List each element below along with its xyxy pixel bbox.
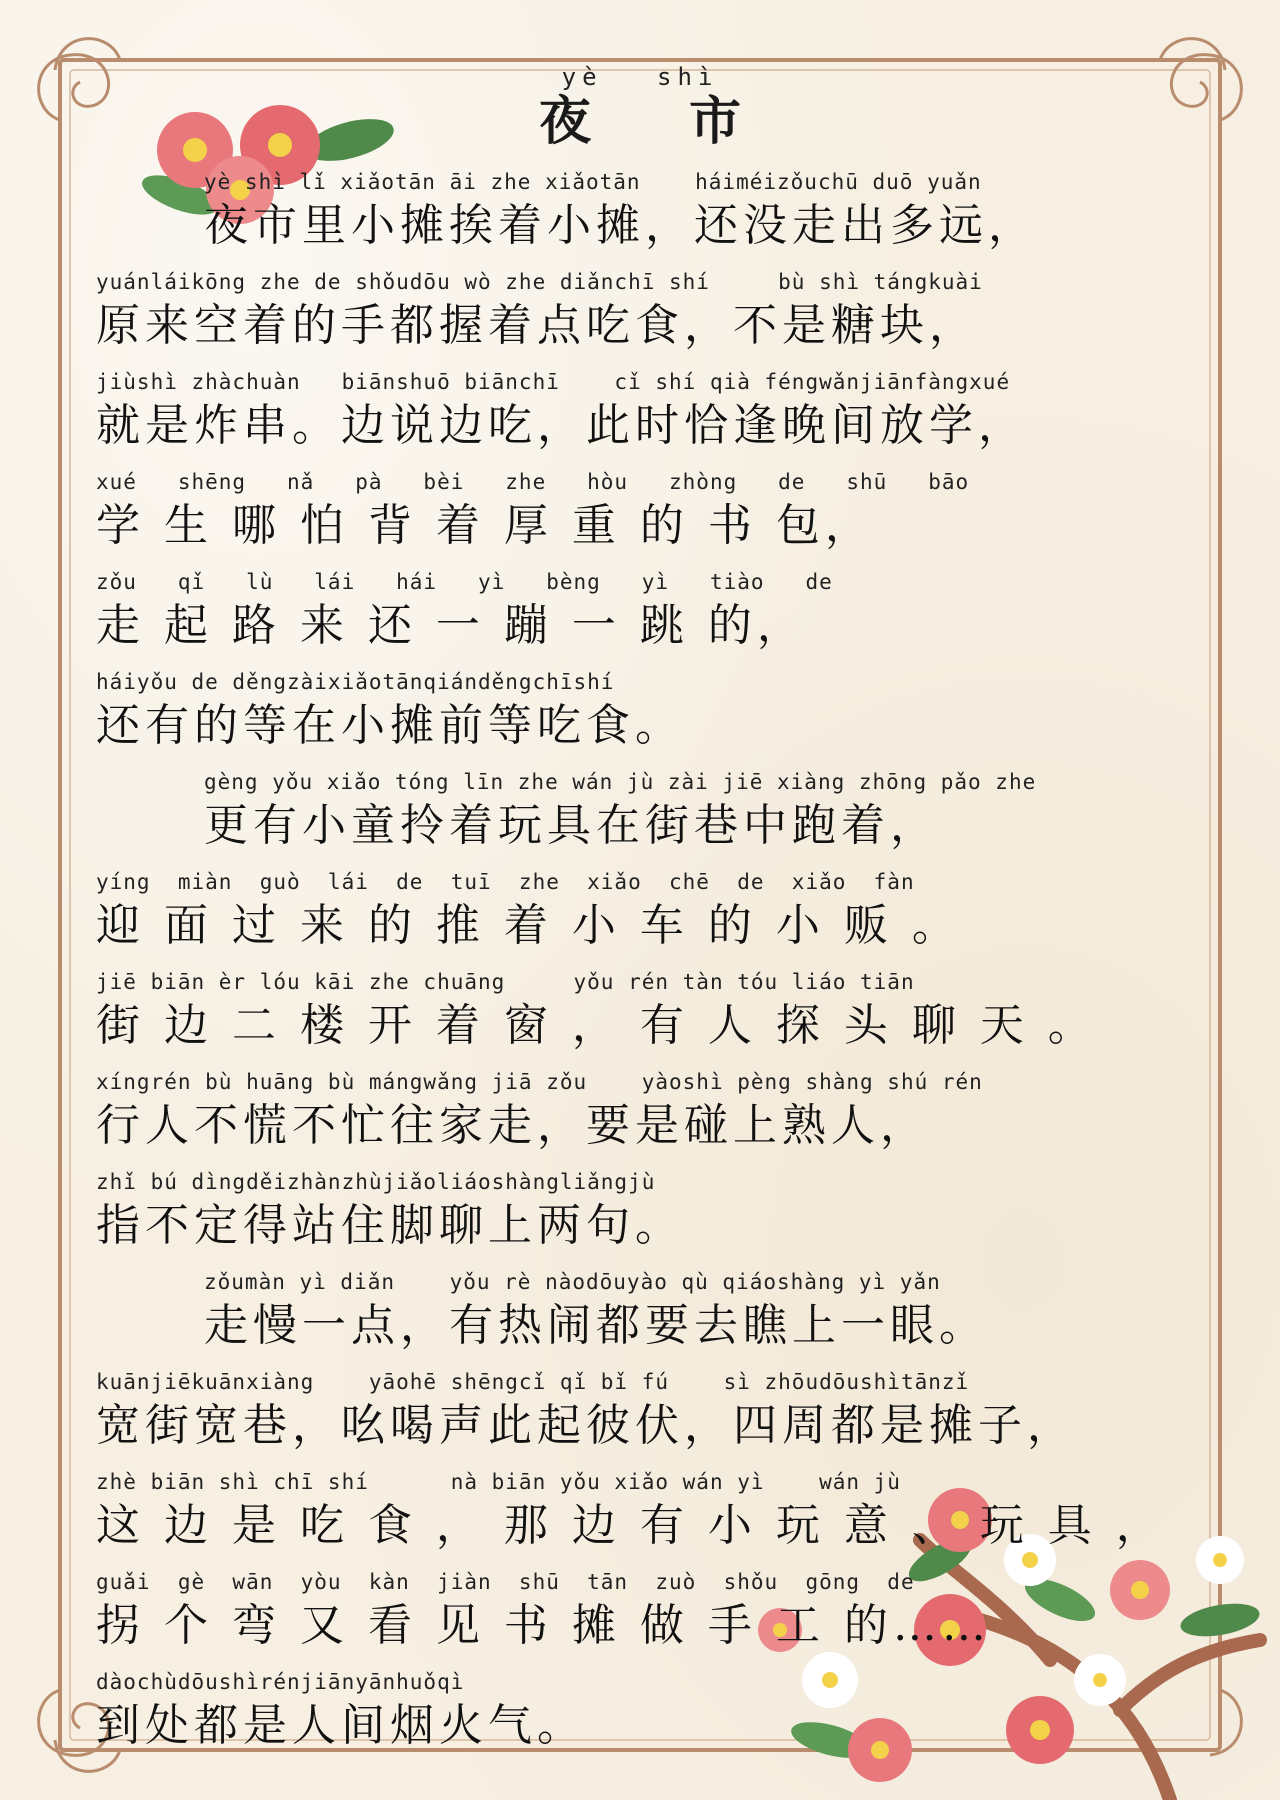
hanzi-row: 就是炸串。边说边吃，此时恰逢晚间放学， — [96, 400, 1027, 451]
pinyin-row: kuānjiēkuānxiàng yāohē shēngcǐ qǐ bǐ fú sì zhōudōushìtānzǐ — [96, 1370, 970, 1394]
pinyin-row: zhè biān shì chī shí nà biān yǒu xiǎo wán yì wán jù — [96, 1470, 901, 1494]
pinyin-row: gèng yǒu xiǎo tóng līn zhe wán jù zài jiē xiàng zhōng pǎo zhe — [204, 770, 1037, 794]
pinyin-row: zǒu qǐ lù lái hái yì bèng yì tiào de — [96, 570, 833, 594]
hanzi-row: 夜市里小摊挨着小摊，还没走出多远， — [204, 200, 1037, 251]
pinyin-row: dàochùdōushìrénjiānyānhuǒqì — [96, 1670, 465, 1694]
pinyin-row: xíngrén bù huāng bù mángwǎng jiā zǒu yàoshì pèng shàng shú rén — [96, 1070, 983, 1094]
hanzi-row: 指不定得站住脚聊上两句。 — [96, 1200, 684, 1251]
text-line — [96, 168, 1208, 268]
hanzi-row: 迎 面 过 来 的 推 着 小 车 的 小 贩 。 — [96, 900, 961, 951]
text-line — [96, 368, 1208, 468]
pinyin-row: yè shì lǐ xiǎotān āi zhe xiǎotān háiméizǒuchū duō yuǎn — [204, 170, 982, 194]
text-line — [96, 668, 1208, 768]
text-line — [96, 468, 1208, 568]
text-line — [96, 1368, 1208, 1468]
hanzi-row: 行人不慌不忙往家走，要是碰上熟人， — [96, 1100, 929, 1151]
pinyin-row: jiē biān èr lóu kāi zhe chuāng yǒu rén tàn tóu liáo tiān — [96, 970, 915, 994]
hanzi-row: 拐 个 弯 又 看 见 书 摊 做 手 工 的…… — [96, 1600, 991, 1651]
hanzi-row: 走慢一点，有热闹都要去瞧上一眼。 — [204, 1300, 988, 1351]
pinyin-row: zhǐ bú dìngděizhànzhùjiǎoliáoshàngliǎngjù — [96, 1170, 656, 1194]
pinyin-row: xué shēng nǎ pà bèi zhe hòu zhòng de shū bāo — [96, 470, 970, 494]
pinyin-row: yíng miàn guò lái de tuī zhe xiǎo chē de xiǎo fàn — [96, 870, 915, 894]
pinyin-row: zǒumàn yì diǎn yǒu rè nàodōuyào qù qiáoshàng yì yǎn — [204, 1270, 941, 1294]
hanzi-row: 街 边 二 楼 开 着 窗 ， 有 人 探 头 聊 天 。 — [96, 1000, 1097, 1051]
hanzi-row: 宽街宽巷，吆喝声此起彼伏，四周都是摊子， — [96, 1400, 1076, 1451]
text-line — [96, 1268, 1208, 1368]
text-line — [96, 1668, 1208, 1768]
pinyin-row: guǎi gè wān yòu kàn jiàn shū tān zuò shǒu gōng de — [96, 1570, 915, 1594]
text-line — [96, 1468, 1208, 1568]
text-line — [96, 768, 1208, 868]
hanzi-row: 原来空着的手都握着点吃食，不是糖块， — [96, 300, 978, 351]
page-title: 夜 市 — [538, 91, 782, 152]
hanzi-row: 还有的等在小摊前等吃食。 — [96, 700, 684, 751]
pinyin-row: háiyǒu de děngzàixiǎotānqiánděngchīshí — [96, 670, 615, 694]
pinyin-row: jiùshì zhàchuàn biānshuō biānchī cǐ shí qià féngwǎnjiānfàngxué — [96, 370, 1011, 394]
text-line — [96, 1168, 1208, 1268]
hanzi-row: 更有小童拎着玩具在街巷中跑着， — [204, 800, 939, 851]
text-line — [96, 568, 1208, 668]
hanzi-row: 到处都是人间烟火气。 — [96, 1700, 586, 1751]
text-line — [96, 268, 1208, 368]
title-pinyin: yè shì — [561, 63, 719, 91]
hanzi-row: 走 起 路 来 还 一 蹦 一 跳 的， — [96, 600, 806, 651]
text-lines — [96, 168, 1208, 1768]
text-line — [96, 1068, 1208, 1168]
hanzi-row: 学 生 哪 怕 背 着 厚 重 的 书 包， — [96, 500, 874, 551]
pinyin-row: yuánláikōng zhe de shǒudōu wò zhe diǎnchī shí bù shì tángkuài — [96, 270, 983, 294]
text-line — [96, 868, 1208, 968]
hanzi-row: 这 边 是 吃 食 ， 那 边 有 小 玩 意 、 玩 具 ， — [96, 1500, 1165, 1551]
text-line — [96, 968, 1208, 1068]
text-line — [96, 1568, 1208, 1668]
title-block — [0, 62, 1280, 152]
